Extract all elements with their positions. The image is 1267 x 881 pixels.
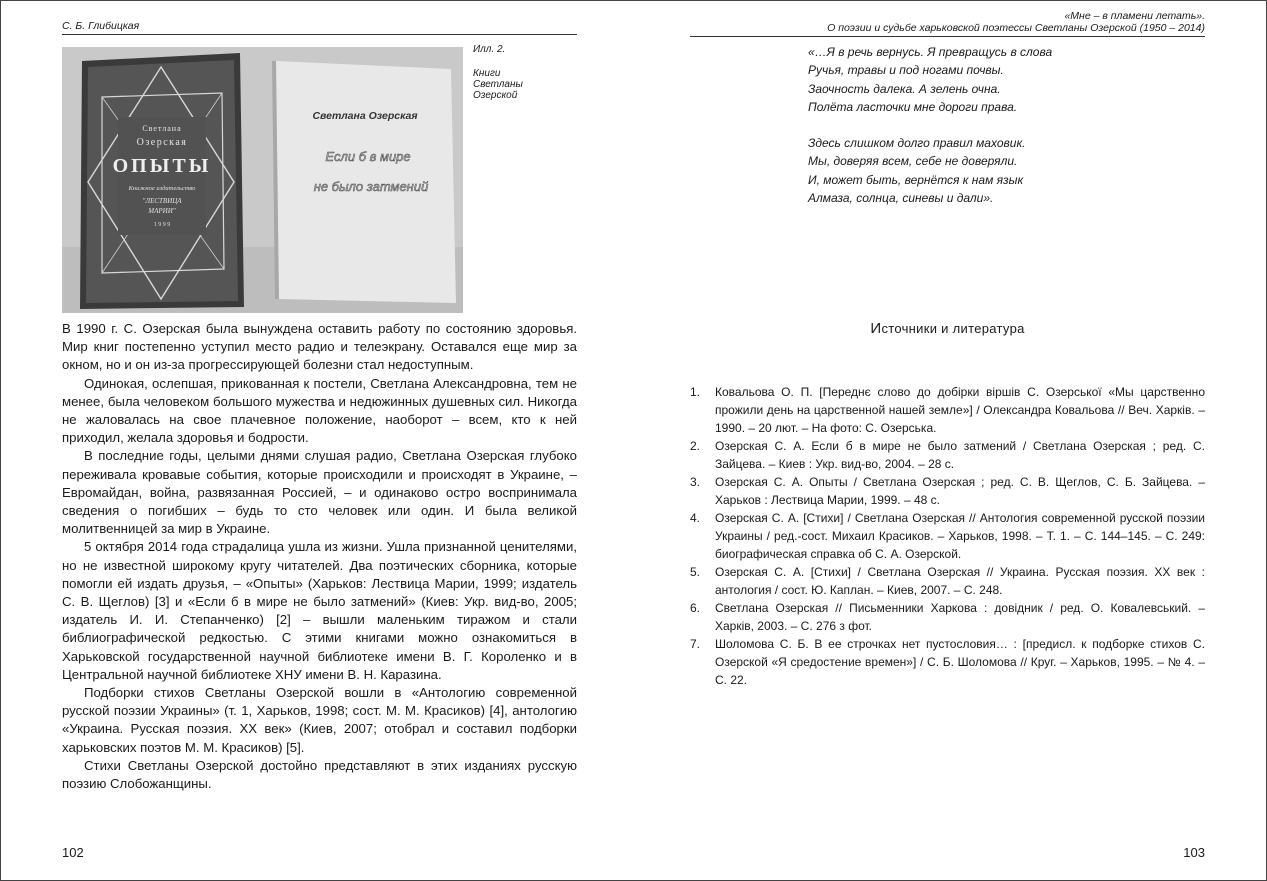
book1-year: 1 9 9 9 xyxy=(153,222,171,228)
reference-number: 7. xyxy=(690,637,701,651)
caption-line: Озерской xyxy=(473,90,518,101)
body-text xyxy=(62,320,577,793)
section-title-rest: сточники и литература xyxy=(881,321,1025,336)
book2-title2: не было затмений xyxy=(313,179,429,194)
reference-text: Озерская С. А. Если б в мире не было затмений / Светлана Озерская ; ред. С. Зайцева. – Киев : Укр. вид-во, 2004. – 28 с. xyxy=(715,439,1205,471)
poem-stanza xyxy=(808,43,1168,116)
page-number-left: 102 xyxy=(62,845,84,860)
reference-text: Озерская С. А. [Стихи] / Светлана Озерская // Украина. Русская поэзия. ХХ век : антология / сост. Ю. Каплан. – Киев, 2007. – С. 248. xyxy=(715,565,1205,597)
reference-item xyxy=(690,563,1205,599)
reference-text: Озерская С. А. [Стихи] / Светлана Озерская // Антология современной русской поэзии Украины / ред.-сост. Михаил Красиков. – Харьков, 1998. – Т. 1. – С. 144–145. – С. 249: биографическая справка об С. А. Озерской. xyxy=(715,511,1205,561)
poem-line: Мы, доверяя всем, себе не доверяли. xyxy=(808,154,1018,169)
reference-number: 1. xyxy=(690,385,701,399)
section-title-initial: И xyxy=(870,320,882,337)
book1-line2: Озерская xyxy=(136,137,188,148)
reference-item xyxy=(690,383,1205,437)
books-photo xyxy=(62,47,463,313)
poem-line: Ручья, травы и под ногами почвы. xyxy=(808,63,1004,78)
figure-caption xyxy=(473,44,573,101)
book-opyty xyxy=(80,53,244,309)
reference-item xyxy=(690,437,1205,473)
reference-item xyxy=(690,509,1205,563)
reference-number: 6. xyxy=(690,601,701,615)
paragraph: Подборки стихов Светланы Озерской вошли в «Антологию современной русской поэзии Украины» (т. 1, Харьков, 1998; сост. М. М. Красиков) [4], антологию «Украина. Русская поэзия. ХХ век» (Киев, 2007; отобрал и составил подборки харьковских поэтов М. М. Красиков) [5]. xyxy=(62,685,577,755)
poem-stanza xyxy=(808,134,1168,207)
book1-publisher2: "ЛЕСТВИЦА xyxy=(142,197,182,205)
book1-publisher3: МАРИИ" xyxy=(148,207,176,215)
paragraph: 5 октября 2014 года страдалица ушла из жизни. Ушла признанной ценителями, но не известной широкому кругу читателей. Два поэтических сборника, которые помогли ей издать друзья, – «Опыты» (Харьков: Лествица Марии, 1999; издатель С. В. Щеглов) [3] и «Если б в мире не было затмений» (Киев: Укр. вид-во, 2005; издатель И. И. Степанченко) [2] – вышли маленьким тиражом и стали библиографической редкостью. С этими книгами можно ознакомиться в Харьковской государственной научной библиотеке имени В. Г. Короленко и в Центральной научной библиотеке ХНУ имени В. Н. Каразина. xyxy=(62,539,577,682)
reference-text: Ковальова О. П. [Переднє слово до добірки віршів С. Озерської «Мы царственно прожили день на царственной нашей земле»] / Олександра Ковальова // Веч. Харків. – 1990. – 20 лют. – На фото: С. Озерська. xyxy=(715,385,1205,435)
left-page xyxy=(62,0,577,881)
reference-text: Озерская С. А. Опыты / Светлана Озерская ; ред. С. В. Щеглов, С. Б. Зайцева. – Харьков : Лествица Марии, 1999. – 48 с. xyxy=(715,475,1205,507)
reference-text: Светлана Озерская // Письменники Харкова : довідник / ред. О. Ковалевський. – Харків, 2003. – С. 276 з фот. xyxy=(715,601,1205,633)
poem-line: «…Я в речь вернусь. Я превращусь в слова xyxy=(808,45,1053,59)
right-page xyxy=(690,0,1205,881)
book1-line1: Светлана xyxy=(142,124,182,133)
book1-publisher: Книжное издательство xyxy=(128,185,196,192)
reference-number: 2. xyxy=(690,439,701,453)
book-zatmeniy xyxy=(272,61,456,303)
reference-item xyxy=(690,635,1205,689)
reference-number: 5. xyxy=(690,565,701,579)
running-head-line1: «Мне – в пламени летать». xyxy=(1064,10,1205,22)
reference-number: 4. xyxy=(690,511,701,525)
poem-line: Здесь слишком долго правил маховик. xyxy=(808,136,1026,151)
paragraph: В последние годы, целыми днями слушая радио, Светлана Озерская глубоко переживала кровавые события, которые происходили и происходят в Украине, – Евромайдан, война, развязанная Россией, – и одинаково остро воспринимала сведения о погибших – будь то сто человек или один. И была великой молитвенницей за мир в Украине. xyxy=(62,448,577,537)
paragraph: Одинокая, ослепшая, прикованная к постели, Светлана Александровна, тем не менее, была человеком большого мужества и недюжинных душевных сил. Никогда не жаловалась на свое плачевное положение, наоборот – всем, кто к ней приходил, желала здоровья и бодрости. xyxy=(62,375,577,446)
reference-item xyxy=(690,473,1205,509)
book1-title: ОПЫТЫ xyxy=(112,155,212,177)
poem-line: Алмаза, солнца, синевы и дали». xyxy=(808,191,994,206)
caption-line: Книги xyxy=(473,68,501,79)
running-head-right xyxy=(690,10,1205,37)
paragraph: Стихи Светланы Озерской достойно представляют в этих изданиях русскую поэзию Слобожанщины. xyxy=(62,757,577,792)
running-head-left: С. Б. Глибицкая xyxy=(62,20,577,35)
running-head-line2: О поэзии и судьбе харьковской поэтессы Светланы Озерской (1950 – 2014) xyxy=(827,22,1205,34)
book2-author: Светлана Озерская xyxy=(312,110,418,122)
figure-number: Илл. 2. xyxy=(473,44,506,55)
poem-line: Полёта ласточки мне дороги права. xyxy=(808,99,1018,114)
reference-item xyxy=(690,599,1205,635)
references-list xyxy=(690,383,1205,689)
poem xyxy=(808,43,1168,225)
section-title xyxy=(690,320,1205,337)
paragraph: В 1990 г. С. Озерская была вынуждена оставить работу по состоянию здоровья. Мир книг постепенно уступил место радио и телеэкрану. Оставался еще мир за окном, но и он из-за прогрессирующей болезни стал недоступным. xyxy=(62,321,577,373)
reference-number: 3. xyxy=(690,475,701,489)
reference-text: Шоломова С. Б. В ее строчках нет пустословия… : [предисл. к подборке стихов С. Озерской «Я средостение времен»] / С. Б. Шоломова // Круг. – Харьков, 1995. – № 4. – С. 22. xyxy=(715,637,1205,687)
book2-title1: Если б в мире xyxy=(325,149,411,164)
poem-line: И, может быть, вернётся к нам язык xyxy=(808,172,1024,187)
caption-line: Светланы xyxy=(473,79,523,90)
page-number-right: 103 xyxy=(1183,845,1205,860)
poem-line: Заочность далека. А зелень очна. xyxy=(808,81,1001,96)
